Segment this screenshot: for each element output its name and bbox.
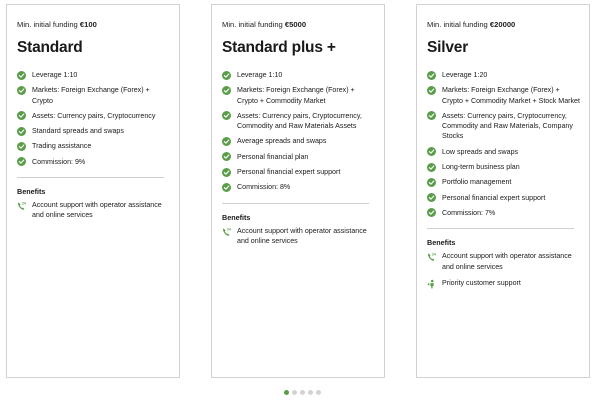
feature-item: Portfolio management [427, 177, 580, 187]
carousel-dot[interactable] [308, 390, 313, 395]
check-icon [17, 86, 26, 95]
check-icon [222, 168, 231, 177]
check-icon [222, 137, 231, 146]
benefits-heading: Benefits [222, 212, 251, 222]
benefit-item: 24 Account support with operator assistance and online services [427, 251, 580, 272]
divider [427, 228, 574, 229]
check-icon [427, 208, 436, 217]
priority-person-icon [427, 279, 436, 289]
feature-item: Markets: Foreign Exchange (Forex) + Crypto [17, 85, 170, 106]
carousel-dot[interactable] [300, 390, 305, 395]
carousel-dot[interactable] [284, 390, 289, 395]
check-icon [222, 111, 231, 120]
benefit-list [427, 251, 580, 289]
check-icon [17, 157, 26, 166]
benefit-list [17, 200, 170, 221]
feature-item: Commission: 8% [222, 182, 375, 192]
feature-item: Markets: Foreign Exchange (Forex) + Crypto + Commodity Market + Stock Market [427, 85, 580, 106]
feature-item: Standard spreads and swaps [17, 126, 170, 136]
phone-icon [222, 227, 231, 237]
feature-item: Markets: Foreign Exchange (Forex) + Crypto + Commodity Market [222, 85, 375, 106]
benefits-heading: Benefits [17, 187, 46, 197]
feature-item: Low spreads and swaps [427, 147, 580, 157]
check-icon [17, 142, 26, 151]
check-icon [222, 86, 231, 95]
check-icon [222, 71, 231, 80]
carousel-pagination [0, 390, 604, 396]
carousel-dot[interactable] [316, 390, 321, 395]
feature-list [17, 70, 170, 167]
divider [222, 203, 369, 204]
check-icon [427, 147, 436, 156]
feature-list [427, 70, 580, 218]
plan-title: Silver [427, 39, 469, 56]
plan-title: Standard plus + [222, 39, 336, 56]
feature-item: Assets: Currency pairs, Cryptocurrency, Commodity and Raw Materials, Company Stocks [427, 111, 580, 142]
feature-item: Average spreads and swaps [222, 136, 375, 146]
min-funding: Min. initial funding €20000 [427, 20, 516, 29]
check-icon [222, 152, 231, 161]
feature-item: Personal financial plan [222, 152, 375, 162]
divider [17, 177, 164, 178]
plan-card-silver [416, 4, 590, 378]
plan-card-standard [6, 4, 180, 378]
check-icon [427, 193, 436, 202]
plan-card-standard-plus [211, 4, 385, 378]
check-icon [427, 111, 436, 120]
phone-icon [17, 201, 26, 211]
feature-list [222, 70, 375, 193]
benefit-item: 24 Account support with operator assistance and online services [222, 226, 375, 247]
benefits-heading: Benefits [427, 238, 456, 248]
benefit-list [222, 226, 375, 247]
benefit-item: 24 Account support with operator assistance and online services [17, 200, 170, 221]
check-icon [222, 183, 231, 192]
phone-icon [427, 252, 436, 262]
benefit-item: Priority customer support [427, 278, 580, 289]
check-icon [427, 178, 436, 187]
feature-item: Long-term business plan [427, 162, 580, 172]
svg-text:24: 24 [22, 201, 26, 206]
feature-item: Trading assistance [17, 141, 170, 151]
check-icon [427, 71, 436, 80]
feature-item: Leverage 1:20 [427, 70, 580, 80]
check-icon [17, 127, 26, 136]
feature-item: Assets: Currency pairs, Cryptocurrency [17, 111, 170, 121]
feature-item: Assets: Currency pairs, Cryptocurrency, Commodity and Raw Materials Assets [222, 111, 375, 132]
min-funding: Min. initial funding €100 [17, 20, 97, 29]
check-icon [17, 111, 26, 120]
feature-item: Personal financial expert support [427, 193, 580, 203]
feature-item: Leverage 1:10 [17, 70, 170, 80]
min-funding: Min. initial funding €5000 [222, 20, 307, 29]
check-icon [427, 86, 436, 95]
plan-title: Standard [17, 39, 83, 56]
feature-item: Personal financial expert support [222, 167, 375, 177]
feature-item: Commission: 9% [17, 157, 170, 167]
check-icon [427, 163, 436, 172]
carousel-dot[interactable] [292, 390, 297, 395]
svg-text:24: 24 [227, 227, 231, 232]
feature-item: Leverage 1:10 [222, 70, 375, 80]
check-icon [17, 71, 26, 80]
feature-item: Commission: 7% [427, 208, 580, 218]
svg-text:24: 24 [432, 252, 436, 257]
